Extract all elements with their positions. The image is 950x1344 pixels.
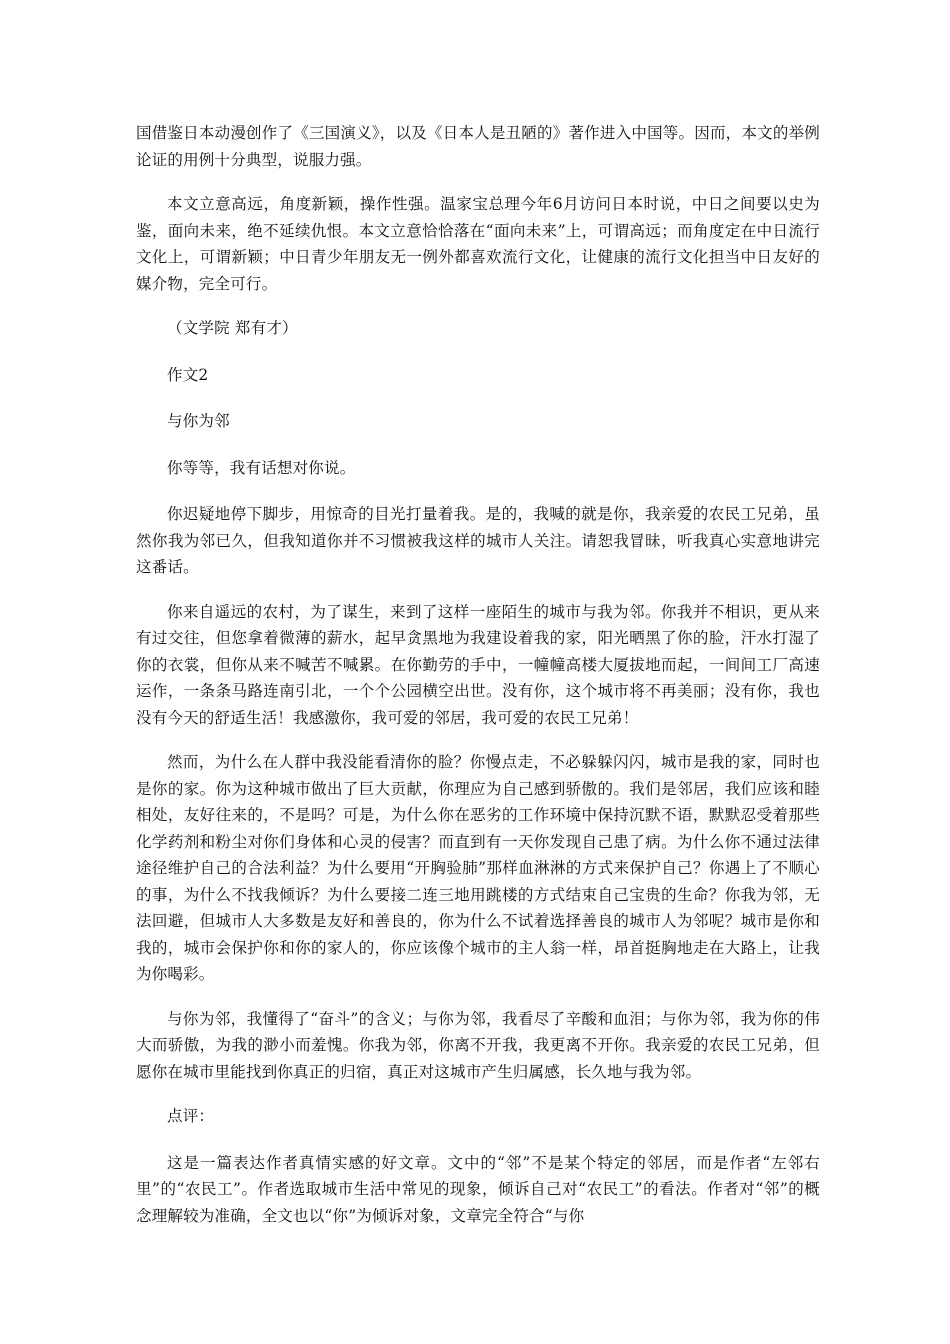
paragraph-attribution: （文学院 郑有才） — [167, 319, 298, 337]
document-page — [136, 120, 820, 1247]
paragraph-essay-2: 你迟疑地停下脚步，用惊奇的目光打量着我。是的，我喊的就是你，我亲爱的农民工兄弟，虽然你我为邻已久，但我知道你并不习惯被我这样的城市人关注。请恕我冒昧，听我真心实意地讲完这番话。 — [136, 505, 820, 576]
paragraph-essay-4: 然而，为什么在人群中我没能看清你的脸？你慢点走，不必躲躲闪闪，城市是我的家，同时也是你的家。你为这种城市做出了巨大贡献，你理应为自己感到骄傲的。我们是邻居，我们应该和睦相处，友好往来的，不是吗？可是，为什么你在恶劣的工作环境中保持沉默不语，默默忍受着那些化学药剂和粉尘对你们身体和心灵的侵害？而直到有一天你发现自己患了病。为什么你不通过法律途径维护自己的合法利益？为什么要用“开胸验肺”那样血淋淋的方式来保护自己？你遇上了不顺心的事，为什么不找我倾诉？为什么要接二连三地用跳楼的方式结束自己宝贵的生命？你我为邻，无法回避，但城市人大多数是友好和善良的，你为什么不试着选择善良的城市人为邻呢？城市是你和我的，城市会保护你和你的家人的，你应该像个城市的主人翁一样，昂首挺胸地走在大路上，让我为你喝彩。 — [136, 753, 820, 983]
paragraph-commentary-1: 本文立意高远，角度新颖，操作性强。温家宝总理今年6月访问日本时说，中日之间要以史为鉴，面向未来，绝不延续仇恨。本文立意恰恰落在“面向未来”上，可谓高远；而角度定在中日流行文化上，可谓新颖；中日青少年朋友无一例外都喜欢流行文化，让健康的流行文化担当中日友好的媒介物，完全可行。 — [136, 195, 820, 293]
paragraph-essay-5: 与你为邻，我懂得了“奋斗”的含义；与你为邻，我看尽了辛酸和血泪；与你为邻，我为你的伟大而骄傲，为我的渺小而羞愧。你我为邻，你离不开我，我更离不开你。我亲爱的农民工兄弟，但愿你在城市里能找到你真正的归宿，真正对这城市产生归属感，长久地与我为邻。 — [136, 1009, 820, 1081]
paragraph-review: 这是一篇表达作者真情实感的好文章。文中的“邻”不是某个特定的邻居，而是作者“左邻右里”的“农民工”。作者选取城市生活中常见的现象，倾诉自己对“农民工”的看法。作者对“邻”的概念理解较为准确，全文也以“你”为倾诉对象，文章完全符合“与你 — [136, 1153, 820, 1225]
paragraph-essay-1: 你等等，我有话想对你说。 — [167, 458, 356, 477]
essay-number-heading: 作文2 — [167, 365, 209, 384]
review-heading: 点评： — [167, 1107, 215, 1125]
paragraph-essay-3: 你来自遥远的农村，为了谋生，来到了这样一座陌生的城市与我为邻。你我并不相识，更从来有过交往，但您拿着微薄的薪水，起早贪黑地为我建设着我的家，阳光晒黑了你的脸，汗水打湿了你的衣裳，但你从来不喊苦不喊累。在你勤劳的手中，一幢幢高楼大厦拔地而起，一间间工厂高速运作，一条条马路连南引北，一个个公园横空出世。没有你，这个城市将不再美丽；没有你，我也没有今天的舒适生活！我感激你，我可爱的邻居，我可爱的农民工兄弟！ — [136, 602, 820, 727]
paragraph-continuation: 国借鉴日本动漫创作了《三国演义》，以及《日本人是丑陋的》著作进入中国等。因而，本文的举例论证的用例十分典型，说服力强。 — [136, 124, 820, 169]
essay-title: 与你为邻 — [167, 412, 230, 430]
